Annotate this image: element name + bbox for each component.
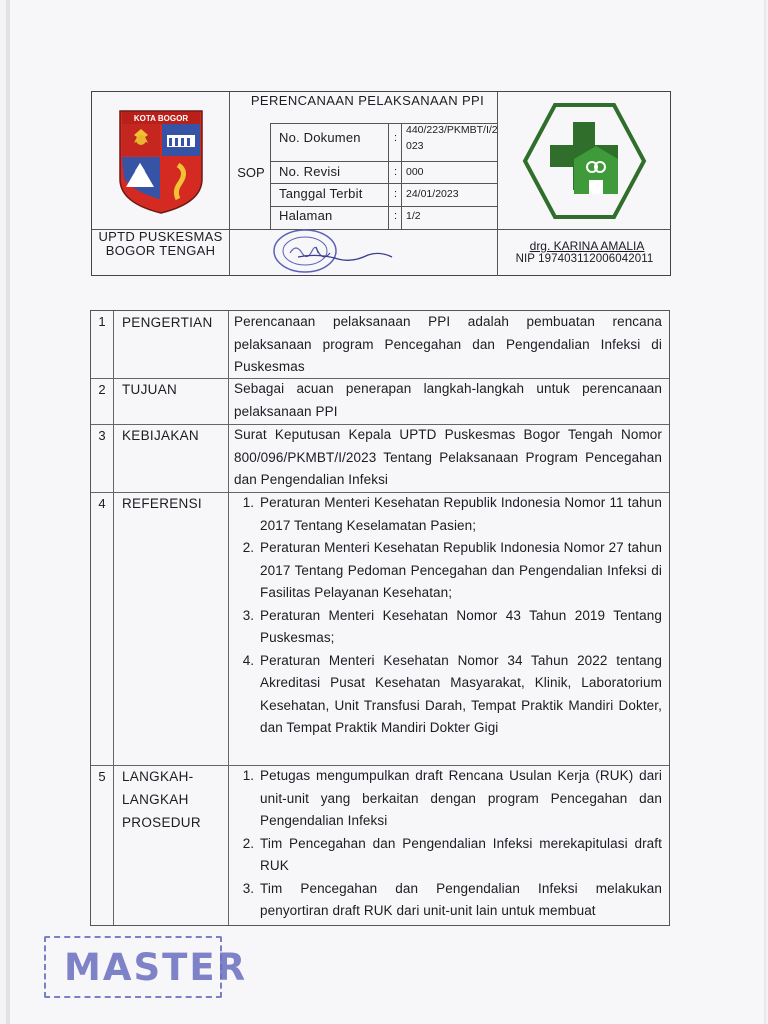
reference-item: 4. Peraturan Menteri Kesehatan Nomor 34 Tahun 2022 tentang Akreditasi Pusat Kesehatan Masyarakat, Klinik, Laboratorium Kesehatan, Unit Transfusi Darah, Tempat Praktik Mandiri Dokter, dan Tempat Praktik Mandiri Dokter Gigi (258, 650, 662, 740)
section-number: 2 (98, 382, 106, 397)
meta-value-page: 1/2 (406, 210, 421, 222)
signatory-nip: NIP 197403112006042011 (515, 253, 654, 265)
page-edge (764, 0, 766, 1024)
section-label-referensi: REFERENSI (122, 496, 202, 511)
section-text-tujuan: Sebagai acuan penerapan langkah-langkah untuk perencanaan pelaksanaan PPI (234, 381, 662, 419)
puskesmas-logo-icon (522, 102, 647, 220)
section-label-tujuan: TUJUAN (122, 382, 178, 397)
official-seal-signature (270, 227, 410, 275)
meta-colon: : (394, 132, 398, 144)
meta-value-doc-number: 440/223/PKMBT/I/2023 (406, 124, 498, 152)
section-number: 4 (98, 496, 106, 511)
meta-value-revision: 000 (406, 166, 424, 178)
master-stamp (44, 936, 248, 998)
procedure-step: 3. Tim Pencegahan dan Pengendalian Infeksi melakukan penyortiran draft RUK dari unit-unit lain untuk membuat (258, 878, 662, 923)
section-text-kebijakan: Surat Keputusan Kepala UPTD Puskesmas Bogor Tengah Nomor 800/096/PKMBT/I/2023 Tentang Pelaksanaan Program Pencegahan dan Pengendalian Infeksi (234, 427, 662, 487)
procedure-step: 1. Petugas mengumpulkan draft Rencana Usulan Kerja (RUK) dari unit-unit yang berkaitan dengan program Pencegahan dan Pengendalian Infeksi (258, 765, 662, 833)
section-number: 1 (98, 314, 106, 329)
logo-lettering: KOTA BOGOR (133, 113, 188, 123)
page-edge (6, 0, 10, 1024)
meta-label-page: Halaman (279, 208, 333, 223)
meta-colon: : (394, 188, 398, 200)
signatory-name: drg. KARINA AMALIA (529, 239, 645, 253)
unit-name: UPTD PUSKESMAS BOGOR TENGAH (98, 229, 223, 258)
meta-label-issue-date: Tanggal Terbit (279, 186, 363, 201)
section-label-prosedur: LANGKAH-LANGKAH PROSEDUR (122, 769, 201, 830)
sop-content-table (90, 310, 670, 926)
puskesmas-logo-cell (497, 92, 672, 229)
reference-list (234, 492, 662, 740)
procedure-step: 2. Tim Pencegahan dan Pengendalian Infeksi merekapitulasi draft RUK (258, 833, 662, 878)
reference-item: 1. Peraturan Menteri Kesehatan Republik Indonesia Nomor 11 tahun 2017 Tentang Keselamatan Pasien; (258, 492, 662, 537)
document-page (6, 0, 766, 1024)
master-stamp-text: MASTER (64, 946, 248, 989)
city-logo-cell (92, 92, 229, 229)
sop-label: SOP (237, 165, 265, 180)
meta-colon: : (394, 166, 398, 178)
reference-item: 3. Peraturan Menteri Kesehatan Nomor 43 Tahun 2019 Tentang Puskesmas; (258, 605, 662, 650)
sop-header-table (91, 91, 671, 276)
section-number: 3 (98, 428, 106, 443)
section-label-kebijakan: KEBIJAKAN (122, 428, 199, 443)
meta-value-issue-date: 24/01/2023 (406, 188, 459, 200)
procedure-steps-list (234, 765, 662, 923)
section-number: 5 (98, 769, 106, 784)
kota-bogor-emblem-icon (116, 107, 206, 215)
section-label-pengertian: PENGERTIAN (122, 315, 213, 330)
reference-item: 2. Peraturan Menteri Kesehatan Republik Indonesia Nomor 27 tahun 2017 Tentang Pedoman Pencegahan dan Pengendalian Infeksi di Fasilitas Pelayanan Kesehatan; (258, 537, 662, 605)
meta-colon: : (394, 210, 398, 222)
meta-label-doc-number: No. Dokumen (279, 130, 361, 145)
meta-label-revision: No. Revisi (279, 164, 341, 179)
section-text-pengertian: Perencanaan pelaksanaan PPI adalah pembuatan rencana pelaksanaan program Pencegahan dan Pengendalian Infeksi di Puskesmas (234, 314, 662, 374)
document-title: PERENCANAAN PELAKSANAAN PPI (250, 93, 485, 108)
